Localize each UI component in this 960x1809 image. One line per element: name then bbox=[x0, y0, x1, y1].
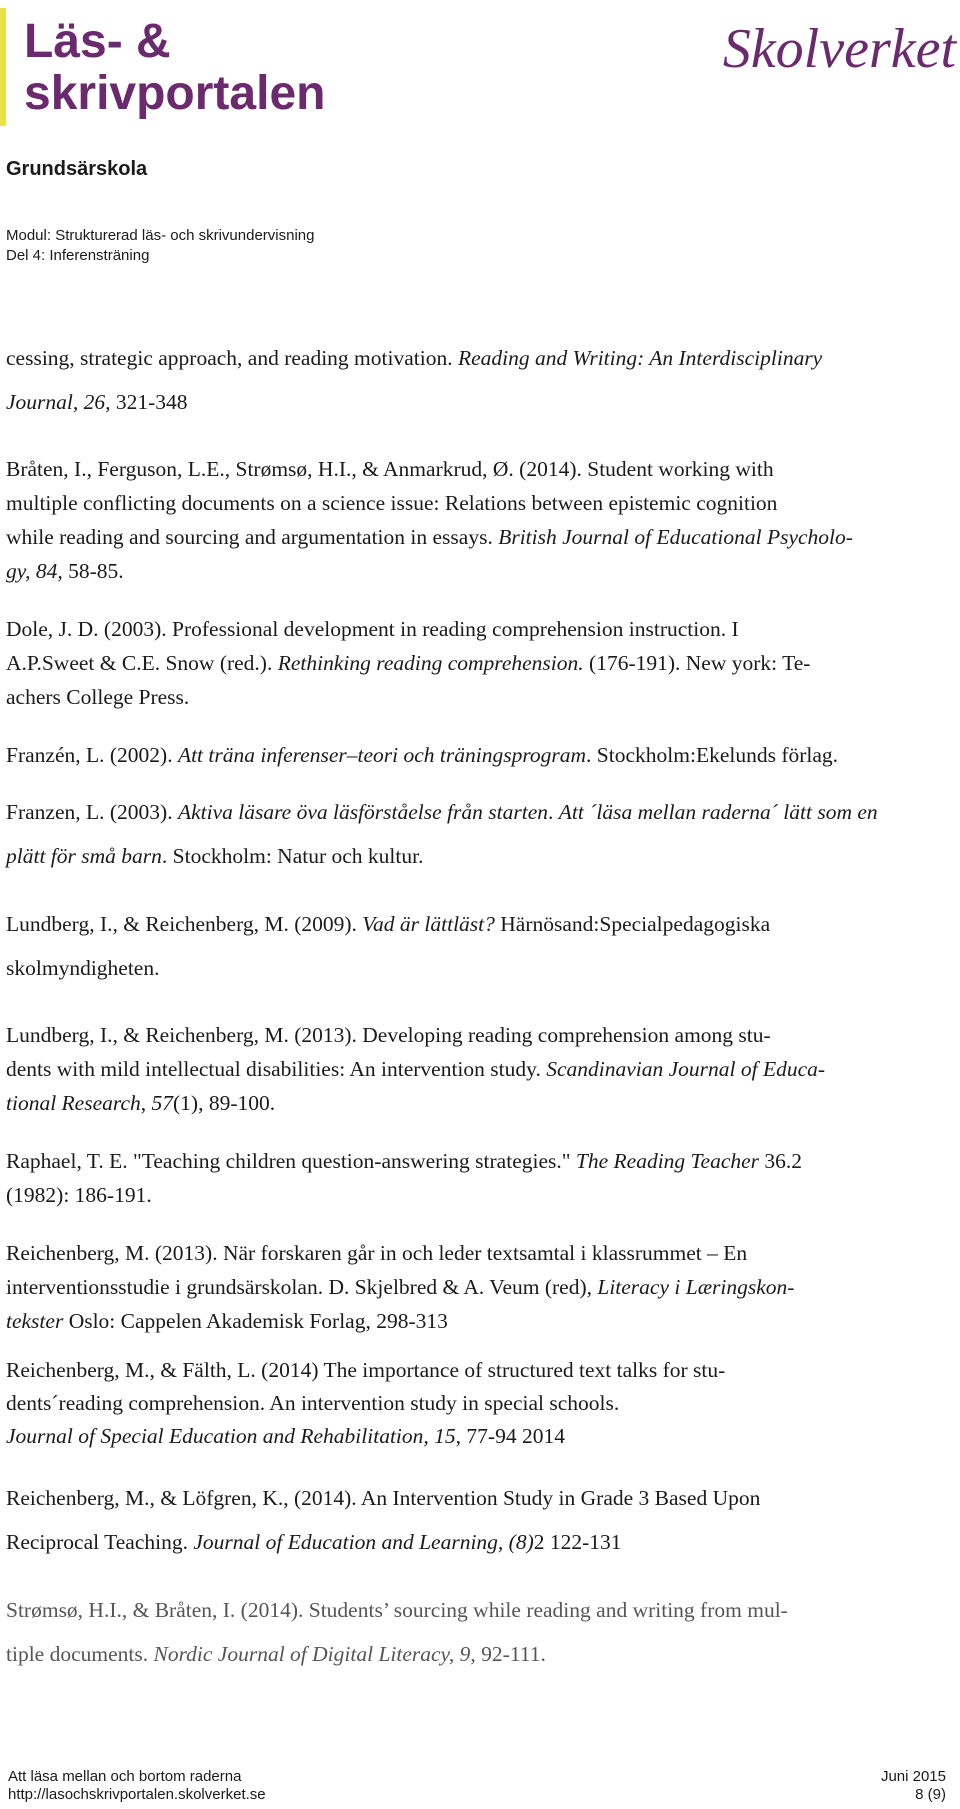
reference-item: Reichenberg, M. (2013). När forskaren går in och leder textsamtal i klassrummet – En interventionsstudie i grundsärskolan. D. Skjelbred & A. Veum (red), Literacy i Læringskon- tekster Oslo: Cappelen Akademisk Forlag, 298-313 bbox=[6, 1241, 795, 1333]
portal-title-line2: skrivportalen bbox=[24, 67, 326, 120]
reference-item: cessing, strategic approach, and reading motivation. Reading and Writing: An Interdisciplinary Journal, 26, 321-348 bbox=[6, 346, 823, 414]
reference-item: Reichenberg, M., & Löfgren, K., (2014). An Intervention Study in Grade 3 Based Upon Reciprocal Teaching. Journal of Education and Learning, (8)2 122-131 bbox=[6, 1486, 761, 1554]
reference-item: Reichenberg, M., & Fälth, L. (2014) The importance of structured text talks for stu- dents´reading comprehension. An intervention study in special schools. Journal of Special Education and Rehabilitation, 15, 77-94 2014 bbox=[6, 1358, 726, 1448]
header-accent-bar bbox=[0, 8, 6, 126]
portal-title bbox=[24, 16, 325, 120]
reference-item: Dole, J. D. (2003). Professional development in reading comprehension instruction. I A.P.Sweet & C.E. Snow (red.). Rethinking reading comprehension. (176-191). New york: Te- achers College Press. bbox=[6, 617, 811, 709]
skolverket-logo: Skolverket bbox=[722, 18, 956, 80]
module-name: Modul: Strukturerad läs- och skrivundervisning bbox=[6, 227, 315, 244]
footer-date: Juni 2015 bbox=[880, 1768, 946, 1785]
reference-item: Strømsø, H.I., & Bråten, I. (2014). Students’ sourcing while reading and writing from mul- tiple documents. Nordic Journal of Digital Literacy, 9, 92-111. bbox=[6, 1598, 788, 1666]
module-info bbox=[6, 226, 314, 266]
portal-title-line1: Läs- & bbox=[24, 15, 171, 68]
module-part: Del 4: Inferensträning bbox=[6, 247, 150, 264]
reference-item: Bråten, I., Ferguson, L.E., Strømsø, H.I., & Anmarkrud, Ø. (2014). Student working with multiple conflicting documents on a science issue: Relations between epistemic cognition while reading and sourcing and argumentation in essays. British Journal of Educational Psycholo- gy, 84, 58-85. bbox=[6, 457, 853, 583]
reference-item: Lundberg, I., & Reichenberg, M. (2009). Vad är lättläst? Härnösand:Specialpedagogiska skolmyndigheten. bbox=[6, 912, 771, 980]
reference-item: Franzen, L. (2003). Aktiva läsare öva läsförståelse från starten. Att ´läsa mellan raderna´ lätt som en plätt för små barn. Stockholm: Natur och kultur. bbox=[6, 800, 878, 868]
school-form-label: Grundsärskola bbox=[6, 158, 148, 180]
reference-item: Franzén, L. (2002). Att träna inferenser–teori och träningsprogram. Stockholm:Ekelunds förlag. bbox=[6, 743, 839, 767]
footer-url: http://lasochskrivportalen.skolverket.se bbox=[8, 1786, 266, 1803]
footer-document-title: Att läsa mellan och bortom raderna bbox=[8, 1768, 242, 1785]
footer-page-number: 8 (9) bbox=[915, 1786, 946, 1803]
page-footer bbox=[8, 1768, 946, 1804]
reference-item: Lundberg, I., & Reichenberg, M. (2013). Developing reading comprehension among stu- dents with mild intellectual disabilities: An intervention study. Scandinavian Journal of Educa- tional Research, 57(1), 89-100. bbox=[6, 1023, 826, 1115]
reference-item: Raphael, T. E. "Teaching children question-answering strategies." The Reading Teacher 36.2 (1982): 186-191. bbox=[6, 1149, 803, 1207]
